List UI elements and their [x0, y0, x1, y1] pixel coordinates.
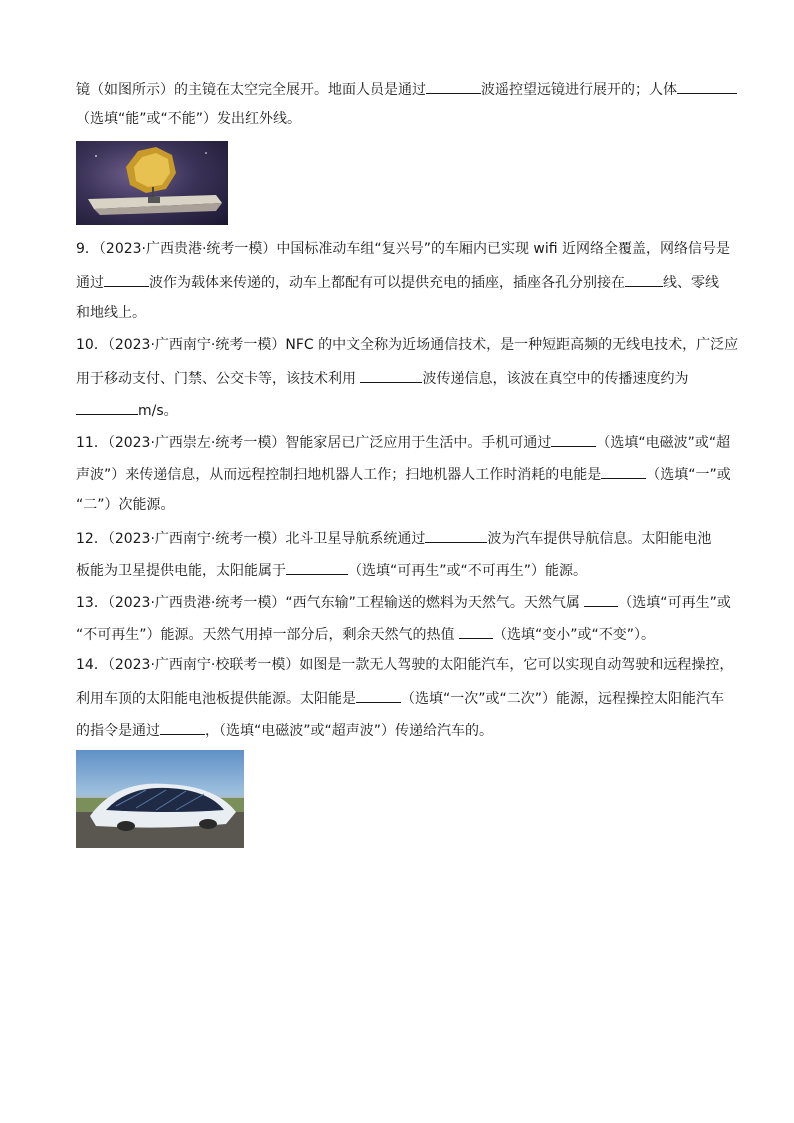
q12-line-2: 板能为卫星提供电能，太阳能属于 （选填“可再生”或“不可再生”）能源。 [76, 559, 718, 580]
answer-blank[interactable] [104, 271, 149, 287]
answer-blank[interactable] [551, 431, 596, 447]
q13-line-2: “不可再生”）能源。天然气用掉一部分后，剩余天然气的热值 （选填“变小”或“不变”）。 [76, 623, 718, 644]
q14-line-2: 利用车顶的太阳能电池板提供能源。太阳能是 （选填“一次”或“二次”）能源，远程操控太阳能汽车 [76, 687, 718, 708]
answer-blank[interactable] [601, 463, 646, 479]
q14-line-1: 14．（2023·广西南宁·校联考一模）如图是一款无人驾驶的太阳能汽车，它可以实现自动驾驶和远程操控， [76, 657, 734, 673]
answer-blank[interactable] [426, 78, 481, 94]
question-10 [76, 335, 739, 420]
q11-line-2: 声波”）来传递信息，从而远程控制扫地机器人工作；扫地机器人工作时消耗的电能是 （选填“一”或 [76, 463, 718, 484]
question-12 [76, 527, 718, 580]
question-13 [76, 591, 731, 644]
q11-line-1: 11．（2023·广西崇左·统考一模）智能家居已广泛应用于生活中。手机可通过 （选填“电磁波”或“超 [76, 431, 718, 452]
question-14 [76, 655, 734, 848]
q14-line-3: 的指令是通过 ，（选填“电磁波”或“超声波”）传递给汽车的。 [76, 719, 718, 740]
solar-car-image [76, 750, 244, 848]
answer-blank[interactable] [160, 719, 205, 735]
question-11 [76, 431, 731, 516]
answer-blank[interactable] [625, 271, 663, 287]
question-9 [76, 239, 730, 324]
q9-line-2: 通过 波作为载体来传递的，动车上都配有可以提供充电的插座，插座各孔分别接在 线、零线 [76, 271, 718, 292]
q9-line-3: 和地线上。 [76, 305, 146, 321]
q11-line-3: “二”）次能源。 [76, 497, 175, 513]
q13-line-1: 13．（2023·广西贵港·统考一模）“西气东输”工程输送的燃料为天然气。天然气属 （选填“可再生”或 [76, 591, 718, 612]
q10-line-2: 用于移动支付、门禁、公交卡等，该技术利用 波传递信息，该波在真空中的传播速度约为 [76, 367, 718, 388]
q10-line-3: m/s。 [76, 399, 718, 420]
answer-blank[interactable] [356, 687, 401, 703]
telescope-image [76, 141, 228, 225]
answer-blank[interactable] [584, 591, 618, 607]
document-page [76, 78, 739, 848]
q12-line-1: 12．（2023·广西南宁·统考一模）北斗卫星导航系统通过 波为汽车提供导航信息。太阳能电池 [76, 527, 718, 548]
question-8 [76, 78, 718, 225]
answer-blank[interactable] [459, 623, 493, 639]
answer-blank[interactable] [286, 559, 348, 575]
answer-blank[interactable] [677, 78, 737, 94]
q10-line-1: 10．（2023·广西南宁·统考一模）NFC 的中文全称为近场通信技术，是一种短距高频的无线电技术，广泛应 [76, 337, 739, 353]
answer-blank[interactable] [360, 367, 422, 383]
answer-blank[interactable] [425, 527, 487, 543]
answer-blank[interactable] [76, 399, 138, 415]
q8-line-2: （选填“能”或“不能”）发出红外线。 [76, 111, 302, 127]
q9-line-1: 9．（2023·广西贵港·统考一模）中国标准动车组“复兴号”的车厢内已实现 wifi 近网络全覆盖，网络信号是 [76, 241, 730, 257]
q8-line-1: 镜（如图所示）的主镜在太空完全展开。地面人员是通过 波遥控望远镜进行展开的；人体 [76, 78, 718, 99]
